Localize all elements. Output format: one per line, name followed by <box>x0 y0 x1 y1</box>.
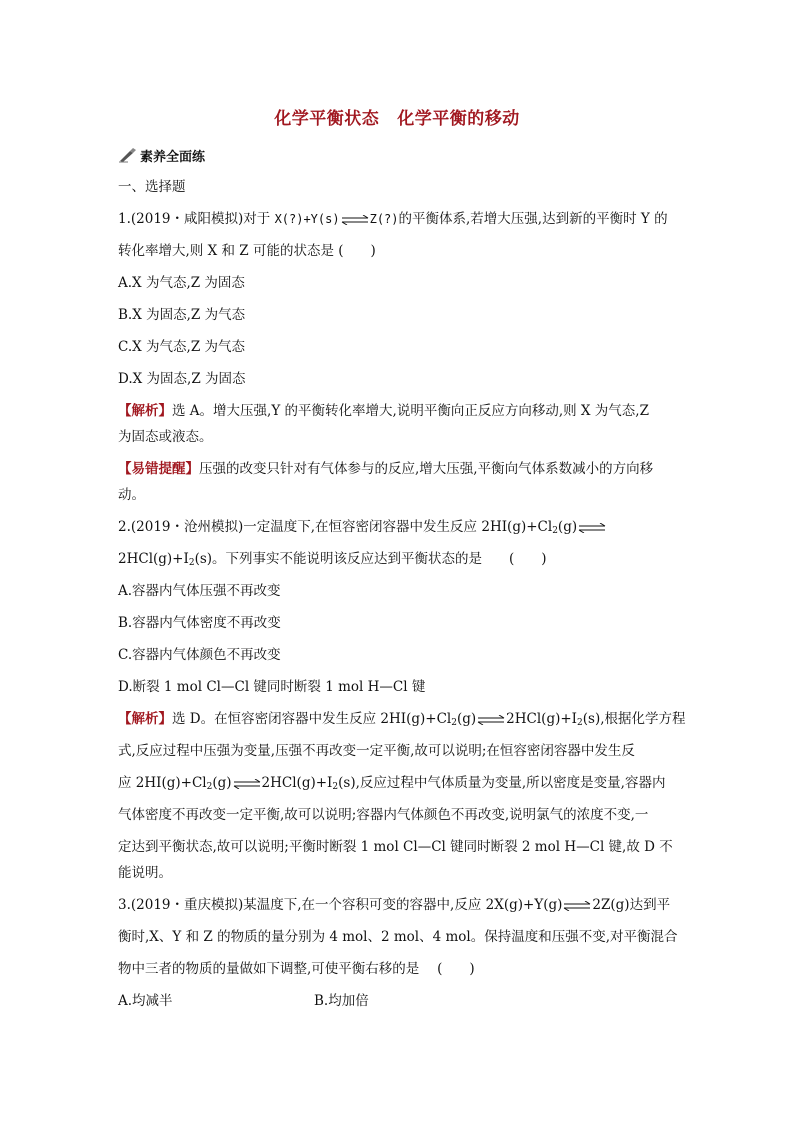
q1-option-a: A.X 为气态,Z 为固态 <box>118 275 245 291</box>
q3-line1 <box>118 896 678 914</box>
heading-choice: 一、选择题 <box>118 179 186 195</box>
q1-line1-b: 的平衡体系,若增大压强,达到新的平衡时 Y 的 <box>398 211 668 227</box>
q2-option-b: B.容器内气体密度不再改变 <box>118 615 281 631</box>
q2-explanation-line4: 气体密度不再改变一定平衡,故可以说明;容器内气体颜色不再改变,说明氯气的浓度不变,一 <box>118 807 649 823</box>
q2-exp3-sub2: 2 <box>332 782 339 792</box>
section-tag <box>118 146 205 164</box>
q3-line3: 物中三者的物质的量做如下调整,可使平衡右移的是 ( ) <box>118 961 475 977</box>
q1-line1 <box>118 210 678 228</box>
page-title <box>0 104 794 129</box>
q2-line1 <box>118 518 678 536</box>
q2-line2 <box>118 550 678 568</box>
q2-explanation-line5: 定达到平衡状态,故可以说明;平衡时断裂 1 mol Cl—Cl 键同时断裂 2 mol H—Cl 键,故 D 不 <box>118 839 673 855</box>
q2-line1-sub: 2 <box>552 526 558 536</box>
pen-icon <box>118 147 138 163</box>
explanation-tag: 【解析】 <box>118 711 172 727</box>
q2-line2-sub: 2 <box>188 558 195 568</box>
q1-eq-left: X(?)+Y(s) <box>274 212 340 226</box>
q2-exp1-a: 选 D。在恒容密闭容器中发生反应 2HI(g)+Cl <box>172 711 452 727</box>
q1-explanation-line2: 为固态或液态。 <box>118 429 213 445</box>
q2-line1-text: 2.(2019・沧州模拟)一定温度下,在恒容密闭容器中发生反应 2HI(g)+Cl <box>118 519 553 535</box>
q2-line2-b: (s)。下列事实不能说明该反应达到平衡状态的是 ( ) <box>194 551 547 567</box>
section-label: 素养全面练 <box>140 149 206 165</box>
q3-option-a: A.均减半 <box>118 993 173 1009</box>
q2-exp3-sub1: 2 <box>206 782 213 792</box>
q1-line1-a: 1.(2019・咸阳模拟)对于 <box>118 211 275 227</box>
q2-exp3-b: (g) <box>212 775 232 791</box>
q2-explanation-line3 <box>118 774 678 792</box>
q1-tip-line1 <box>118 460 678 478</box>
q2-explanation-line2: 式,反应过程中压强为变量,压强不再改变一定平衡,故可以说明;在恒容密闭容器中发生反 <box>118 743 635 759</box>
q2-line2-a: 2HCl(g)+I <box>118 551 189 567</box>
q2-exp3-d: (s),反应过程中气体质量为变量,所以密度是变量,容器内 <box>338 775 666 791</box>
q3-options-row <box>118 992 678 1010</box>
q2-explanation-line6: 能说明。 <box>118 865 172 881</box>
equilibrium-arrow-icon <box>477 715 505 725</box>
q2-exp1-sub1: 2 <box>451 718 457 728</box>
q1-explanation-text1: 选 A。增大压强,Y 的平衡转化率增大,说明平衡向正反应方向移动,则 X 为气态,Z <box>172 403 649 419</box>
q2-line1-end: (g) <box>557 519 578 535</box>
q2-explanation-line1 <box>118 710 686 728</box>
q2-option-d: D.断裂 1 mol Cl—Cl 键同时断裂 1 mol H—Cl 键 <box>118 679 426 695</box>
title-part1: 化学平衡状态 <box>274 109 380 129</box>
q1-eq-right: Z(?) <box>369 212 399 226</box>
q2-exp3-a: 应 2HI(g)+Cl <box>118 775 207 791</box>
tip-tag: 【易错提醒】 <box>118 461 199 477</box>
q2-option-c: C.容器内气体颜色不再改变 <box>118 647 281 663</box>
q2-option-a: A.容器内气体压强不再改变 <box>118 583 281 599</box>
q3-line1-a: 3.(2019・重庆模拟)某温度下,在一个容积可变的容器中,反应 2X(g)+Y(g) <box>118 897 563 913</box>
q3-option-b: B.均加倍 <box>314 993 369 1009</box>
q3-line2: 衡时,X、Y 和 Z 的物质的量分别为 4 mol、2 mol、4 mol。保持温度和压强不变,对平衡混合 <box>118 929 678 945</box>
q2-exp1-c: 2HCl(g)+I <box>506 711 578 727</box>
explanation-tag: 【解析】 <box>118 403 172 419</box>
q1-option-d: D.X 为固态,Z 为固态 <box>118 371 246 387</box>
q1-line2: 转化率增大,则 X 和 Z 可能的状态是 ( ) <box>118 243 376 259</box>
q2-exp1-b: (g) <box>456 711 477 727</box>
q3-line1-b: 2Z(g)达到平 <box>592 897 671 913</box>
q1-explanation-line1 <box>118 402 678 420</box>
equilibrium-arrow-icon <box>563 901 591 911</box>
title-part2: 化学平衡的移动 <box>397 109 520 129</box>
equilibrium-arrow-icon <box>341 215 369 225</box>
equilibrium-arrow-icon <box>233 779 261 789</box>
q1-option-c: C.X 为气态,Z 为气态 <box>118 339 246 355</box>
q2-exp3-c: 2HCl(g)+I <box>261 775 333 791</box>
q1-tip-text1: 压强的改变只针对有气体参与的反应,增大压强,平衡向气体系数减小的方向移 <box>199 461 654 477</box>
q2-exp1-d: (s),根据化学方程 <box>582 711 686 727</box>
q1-option-b: B.X 为固态,Z 为气态 <box>118 307 246 323</box>
q2-exp1-sub2: 2 <box>577 718 583 728</box>
equilibrium-arrow-icon <box>578 523 606 533</box>
q1-tip-line2: 动。 <box>118 487 145 503</box>
